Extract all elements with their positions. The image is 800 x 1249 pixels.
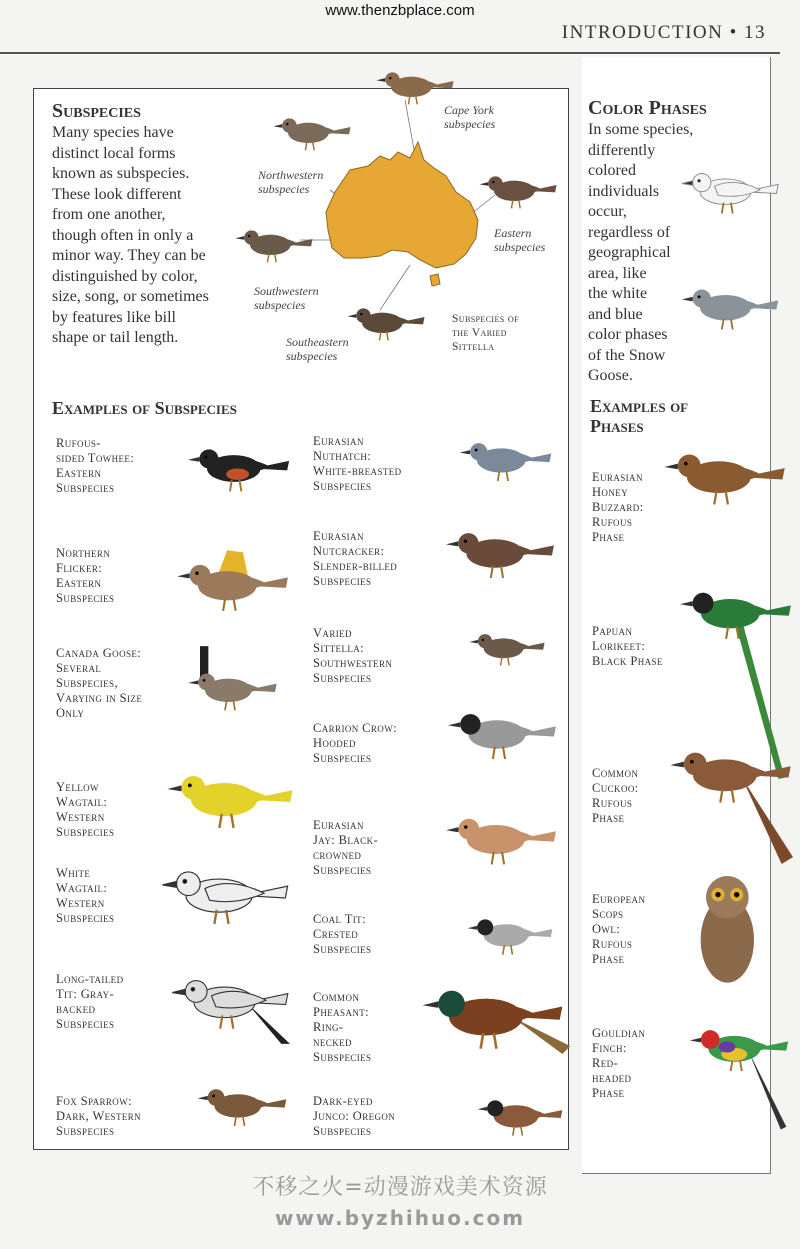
caption-white-wagtail: White Wagtail: Western Subspecies <box>56 866 115 925</box>
nutcracker-illustration <box>444 518 556 588</box>
yellow-wagtail-illustration <box>165 764 295 834</box>
gouldian-finch-illustration <box>688 1016 790 1141</box>
fox-sparrow-illustration <box>196 1078 288 1133</box>
caption-flicker: Northern Flicker: Eastern Subspecies <box>56 546 115 605</box>
label-eastern: Eastern subspecies <box>494 226 546 254</box>
running-head: INTRODUCTION • 13 <box>561 22 766 43</box>
sittella-eastern-illustration <box>478 168 558 213</box>
caption-scops-owl: European Scops Owl: Rufous Phase <box>592 892 646 966</box>
caption-yellow-wagtail: Yellow Wagtail: Western Subspecies <box>56 780 115 839</box>
caption-gouldian-finch: Gouldian Finch: Red- headed Phase <box>592 1026 646 1100</box>
scops-owl-illustration <box>690 868 770 988</box>
label-southwestern: Southwestern subspecies <box>254 284 319 312</box>
sittella-cape-york-illustration <box>375 64 455 109</box>
watermark-url: www.thenzbplace.com <box>325 2 475 19</box>
map-caption: Subspecies of the Varied Sittella <box>452 313 519 353</box>
nuthatch-illustration <box>458 436 553 484</box>
caption-carrion-crow: Carrion Crow: Hooded Subspecies <box>313 721 397 765</box>
subspecies-heading: Subspecies <box>52 100 141 122</box>
label-northwestern: Northwestern subspecies <box>258 168 324 196</box>
caption-honey-buzzard: Eurasian Honey Buzzard: Rufous Phase <box>592 470 644 544</box>
caption-junco: Dark-eyed Junco: Oregon Subspecies <box>313 1094 396 1138</box>
coal-tit-illustration <box>466 900 554 970</box>
caption-nuthatch: Eurasian Nuthatch: White-breasted Subspecies <box>313 434 402 493</box>
color-phases-heading: Color Phases <box>588 97 707 119</box>
sittella-southwestern-illustration <box>234 222 314 267</box>
caption-varied-sittella: Varied Sittella: Southwestern Subspecies <box>313 626 393 685</box>
long-tailed-tit-illustration <box>170 970 290 1050</box>
hooded-crow-illustration <box>446 694 558 774</box>
examples-phases-heading: Examples of Phases <box>590 396 689 436</box>
junco-illustration <box>476 1090 564 1142</box>
watermark-bottom-url: www.byzhihuo.com <box>274 1206 526 1230</box>
caption-eurasian-jay: Eurasian Jay: Black- crowned Subspecies <box>313 818 379 877</box>
caption-fox-sparrow: Fox Sparrow: Dark, Western Subspecies <box>56 1094 142 1138</box>
caption-pheasant: Common Pheasant: Ring- necked Subspecies <box>313 990 372 1064</box>
australia-shape <box>326 142 478 268</box>
label-cape-york: Cape York subspecies <box>444 103 496 131</box>
caption-common-cuckoo: Common Cuckoo: Rufous Phase <box>592 766 639 825</box>
caption-long-tailed-tit: Long-tailed Tit: Gray- backed Subspecies <box>56 972 124 1031</box>
eurasian-jay-illustration <box>444 804 558 874</box>
varied-sittella-illustration <box>468 626 546 670</box>
flicker-illustration <box>175 540 290 620</box>
snow-goose-white-illustration <box>680 146 780 241</box>
header-rule <box>0 52 780 54</box>
caption-papuan-lorikeet: Papuan Lorikeet: Black Phase <box>592 624 663 668</box>
color-phases-body: In some species, differently colored individuals occur, regardless of geographical area, like the white and blue color phases of the Snow Goose. <box>588 121 694 384</box>
sittella-southeastern-illustration <box>346 300 426 345</box>
watermark-bottom-cn: 不移之火=动漫游戏美术资源 <box>252 1175 548 1200</box>
subspecies-body: Many species have distinct local forms known as subspecies. These look different from one another, though often in only a minor way. They can be distinguished by color, size, song, or sometimes by features like bill shape or tail length. <box>52 124 209 346</box>
examples-subspecies-heading: Examples of Subspecies <box>52 398 237 418</box>
canada-goose-illustration <box>185 642 280 742</box>
caption-nutcracker: Eurasian Nutcracker: Slender-billed Subspecies <box>313 529 398 588</box>
label-southeastern: Southeastern subspecies <box>286 335 349 363</box>
caption-coal-tit: Coal Tit: Crested Subspecies <box>313 912 372 956</box>
caption-canada-goose: Canada Goose: Several Subspecies, Varying in Size Only <box>56 646 143 720</box>
snow-goose-blue-illustration <box>680 262 780 357</box>
sittella-northwestern-illustration <box>272 110 352 155</box>
honey-buzzard-illustration <box>662 438 787 538</box>
pheasant-illustration <box>420 978 565 1068</box>
white-wagtail-illustration <box>160 860 290 930</box>
caption-towhee: Rufous- sided Towhee: Eastern Subspecies <box>56 436 135 495</box>
towhee-illustration <box>186 438 291 498</box>
common-cuckoo-illustration <box>668 736 793 876</box>
